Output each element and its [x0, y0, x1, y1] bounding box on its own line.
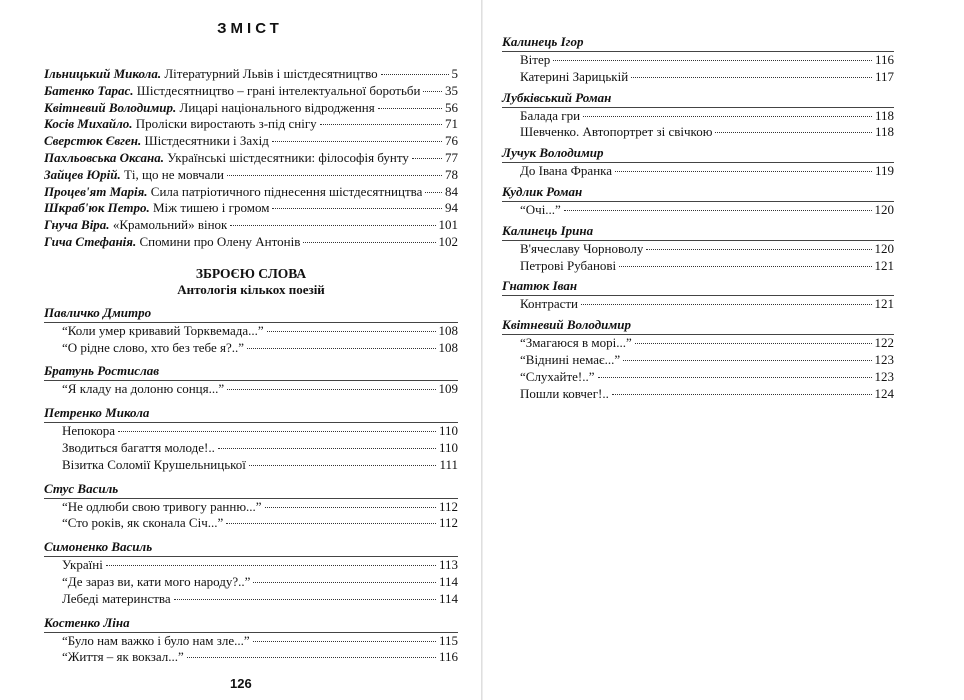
poem-entry [502, 369, 894, 386]
dot-leader [230, 225, 435, 226]
entry-text [44, 184, 422, 201]
poem-page: 109 [438, 381, 458, 397]
dot-leader [227, 175, 442, 176]
poet-name: Лучук Володимир [502, 145, 894, 163]
toc-entry [44, 150, 458, 167]
entry-title: Лицарі національного відродження [179, 99, 375, 115]
poem-entry [502, 108, 894, 125]
poem-title: Шевченко. Автопортрет зі свічкою [520, 124, 713, 140]
poem-page: 123 [874, 351, 894, 367]
poem-entry [44, 440, 458, 457]
page-number: 126 [230, 676, 252, 691]
poem-page: 121 [874, 257, 894, 273]
dot-leader [106, 565, 436, 566]
poem-title: Зводиться багаття молоде!.. [62, 439, 215, 455]
entry-page: 78 [445, 166, 458, 182]
poem-page: 110 [438, 423, 458, 439]
poem-title: “Я кладу на долоню сонця...” [62, 381, 225, 397]
poem-entry [44, 323, 458, 340]
entry-page: 102 [438, 233, 458, 249]
dot-leader [564, 210, 872, 211]
poem-title: “О рідне слово, хто без тебе я?..” [62, 339, 245, 355]
poem-title: Катерині Зарицькій [520, 68, 629, 84]
left-column [44, 66, 458, 666]
entry-author: Пахльовська Оксана. [44, 149, 164, 165]
poet-name: Гнатюк Іван [502, 278, 894, 296]
poet-name: Петренко Микола [44, 405, 458, 423]
poem-entry [44, 557, 458, 574]
dot-leader [265, 507, 436, 508]
poem-title: “Коли умер кривавий Торквемада...” [62, 322, 264, 338]
dot-leader [118, 431, 436, 432]
entry-text [44, 66, 378, 83]
entry-title: Ті, що не мовчали [123, 166, 225, 182]
author-group [44, 615, 458, 667]
poem-page: 112 [438, 515, 458, 531]
poem-entry [502, 163, 894, 180]
dot-leader [272, 208, 442, 209]
poem-entry [44, 457, 458, 474]
entry-page: 35 [445, 82, 458, 98]
toc-entry [44, 83, 458, 100]
poem-page: 122 [874, 335, 894, 351]
poem-entry [44, 574, 458, 591]
author-group [502, 34, 894, 86]
poem-entry [502, 241, 894, 258]
poem-page: 123 [874, 368, 894, 384]
dot-leader [598, 377, 872, 378]
dot-leader [174, 599, 436, 600]
dot-leader [381, 74, 449, 75]
poem-page: 108 [438, 339, 458, 355]
toc-entry [44, 200, 458, 217]
poem-entry [44, 340, 458, 357]
dot-leader [320, 124, 442, 125]
poem-title: Непокора [62, 423, 116, 439]
entry-author: Процев'ят Марія. [44, 183, 148, 199]
entry-text [44, 116, 317, 133]
poem-title: “Віднині немає...” [520, 351, 621, 367]
poet-name: Стус Василь [44, 481, 458, 499]
dot-leader [218, 448, 436, 449]
author-group [44, 405, 458, 473]
entry-text [44, 200, 269, 217]
entry-text [44, 100, 375, 117]
poem-entry [502, 335, 894, 352]
dot-leader [423, 91, 442, 92]
entry-title: Літературний Львів і шістдесятництво [164, 66, 378, 81]
toc-entry [44, 234, 458, 251]
poet-name: Павличко Дмитро [44, 305, 458, 323]
author-group [44, 481, 458, 533]
poet-name: Братунь Ростислав [44, 363, 458, 381]
author-group [502, 317, 894, 402]
entry-author: Зайцев Юрій. [44, 166, 121, 182]
author-group [44, 305, 458, 357]
author-group [502, 278, 894, 313]
poem-title: “Життя – як вокзал...” [62, 649, 184, 665]
toc-entry [44, 184, 458, 201]
entry-text [44, 217, 227, 234]
dot-leader [249, 465, 437, 466]
entry-title: Шістдесятництво – грані інтелектуальної боротьби [136, 82, 421, 98]
entry-text [44, 150, 409, 167]
section-subtitle: Антологія кількох поезій [177, 281, 325, 297]
poem-entry [502, 352, 894, 369]
right-page [482, 0, 964, 700]
dot-leader [267, 331, 436, 332]
poem-entry [44, 381, 458, 398]
dot-leader [581, 304, 872, 305]
entry-author: Квітневий Володимир. [44, 99, 177, 115]
poem-title: “Змагаюся в морі...” [520, 335, 632, 351]
toc-entry [44, 167, 458, 184]
entry-author: Батенко Тарас. [44, 82, 134, 98]
entry-page: 56 [445, 99, 458, 115]
poem-page: 121 [874, 296, 894, 312]
entry-page: 5 [451, 66, 458, 81]
poem-title: Петрові Рубанові [520, 257, 617, 273]
poem-entry [502, 386, 894, 403]
dot-leader [412, 158, 442, 159]
dot-leader [187, 657, 436, 658]
poem-title: “Очі...” [520, 201, 561, 217]
poet-name: Костенко Ліна [44, 615, 458, 633]
poem-entry [502, 258, 894, 275]
toc-entry [44, 217, 458, 234]
dot-leader [253, 641, 436, 642]
toc-entry [44, 66, 458, 83]
poem-page: 116 [874, 52, 894, 67]
dot-leader [553, 60, 872, 61]
poem-title: “Не одлюби свою тривогу ранню...” [62, 498, 262, 514]
poem-page: 113 [438, 557, 458, 573]
section-title: ЗБРОЄЮ СЛОВА [195, 265, 307, 281]
poem-title: “Слухайте!..” [520, 368, 595, 384]
dot-leader [378, 108, 442, 109]
poem-page: 118 [874, 107, 894, 123]
poem-title: Балада гри [520, 107, 581, 123]
poem-entry [502, 124, 894, 141]
poet-name: Калинець Ірина [502, 223, 894, 241]
dot-leader [226, 523, 436, 524]
poem-page: 112 [438, 498, 458, 514]
entry-author: Косів Михайло. [44, 116, 133, 132]
author-group [502, 90, 894, 142]
dot-leader [631, 77, 872, 78]
author-group [502, 184, 894, 219]
dot-leader [715, 132, 872, 133]
poem-page: 117 [874, 68, 894, 84]
right-poetry-list [502, 34, 894, 402]
poem-page: 119 [874, 163, 894, 179]
poem-page: 118 [874, 124, 894, 140]
toc-entry [44, 116, 458, 133]
author-group [44, 363, 458, 398]
poet-name: Кудлик Роман [502, 184, 894, 202]
dot-leader [425, 192, 442, 193]
dot-leader [635, 343, 872, 344]
poem-page: 111 [439, 456, 458, 472]
entry-title: «Крамольний» вінок [112, 217, 228, 233]
author-group [502, 223, 894, 275]
entry-text [44, 234, 300, 251]
dot-leader [646, 249, 871, 250]
author-group [502, 145, 894, 180]
section-heading [44, 265, 458, 298]
toc-entry [44, 100, 458, 117]
poem-page: 115 [438, 632, 458, 648]
entry-page: 94 [445, 200, 458, 216]
left-poetry-list [44, 305, 458, 666]
poem-entry [502, 202, 894, 219]
entry-author: Гича Стефанія. [44, 233, 137, 249]
entry-title: Між тишею і громом [152, 200, 270, 216]
poem-title: Контрасти [520, 296, 578, 312]
essay-list [44, 66, 458, 251]
poem-entry [502, 52, 894, 69]
poem-page: 120 [874, 240, 894, 256]
toc-title: ЗМІСТ [217, 20, 283, 37]
poem-page: 120 [874, 201, 894, 217]
dot-leader [619, 266, 871, 267]
entry-page: 77 [445, 149, 458, 165]
entry-text [44, 133, 269, 150]
entry-title: Проліски виростають з-під снігу [135, 116, 317, 132]
poem-page: 110 [438, 439, 458, 455]
poem-title: Візитка Соломії Крушельницької [62, 456, 246, 472]
toc-entry [44, 133, 458, 150]
poem-title: Україні [62, 557, 103, 573]
poem-title: “Де зараз ви, кати мого народу?..” [62, 573, 251, 589]
dot-leader [303, 242, 435, 243]
right-column [502, 30, 894, 402]
entry-text [44, 83, 420, 100]
author-group [44, 539, 458, 607]
entry-page: 76 [445, 133, 458, 149]
dot-leader [615, 171, 872, 172]
poem-entry [502, 69, 894, 86]
poem-entry [502, 296, 894, 313]
poem-entry [44, 515, 458, 532]
poem-title: “Було нам важко і було нам зле...” [62, 632, 250, 648]
entry-title: Спомини про Олену Антонів [139, 233, 301, 249]
entry-title: Українські шістдесятники: філософія бунту [167, 149, 409, 165]
dot-leader [623, 360, 871, 361]
poet-name: Калинець Ігор [502, 34, 894, 52]
poem-page: 124 [874, 385, 894, 401]
entry-author: Сверстюк Євген. [44, 133, 142, 149]
dot-leader [272, 141, 442, 142]
poem-title: В'ячеславу Чорноволу [520, 240, 644, 256]
entry-author: Гнучa Віра. [44, 217, 110, 233]
entry-author: Шкраб'юк Петро. [44, 200, 150, 216]
poem-entry [44, 591, 458, 608]
poet-name: Симоненко Василь [44, 539, 458, 557]
entry-text [44, 167, 224, 184]
poem-title: “Сто років, як сконала Січ...” [62, 515, 224, 531]
poem-title: Вітер [520, 52, 551, 67]
poem-entry [44, 633, 458, 650]
poem-title: До Івана Франка [520, 163, 613, 179]
poem-page: 114 [438, 590, 458, 606]
poem-entry [44, 423, 458, 440]
poem-title: Пошли ковчег!.. [520, 385, 609, 401]
entry-page: 84 [445, 183, 458, 199]
poet-name: Лубківський Роман [502, 90, 894, 108]
poem-page: 108 [438, 322, 458, 338]
dot-leader [583, 116, 872, 117]
dot-leader [253, 582, 436, 583]
entry-page: 71 [445, 116, 458, 132]
dot-leader [612, 394, 872, 395]
poet-name: Квітневий Володимир [502, 317, 894, 335]
poem-page: 114 [438, 573, 458, 589]
poem-page: 116 [438, 649, 458, 665]
poem-entry [44, 499, 458, 516]
entry-page: 101 [438, 217, 458, 233]
poem-entry [44, 649, 458, 666]
dot-leader [247, 348, 435, 349]
entry-title: Шістдесятники і Захід [144, 133, 269, 149]
dot-leader [227, 389, 435, 390]
entry-title: Сила патріотичного піднесення шістдесятництва [150, 183, 423, 199]
entry-author: Ільницький Микола. [44, 66, 162, 81]
poem-title: Лебеді материнства [62, 590, 171, 606]
